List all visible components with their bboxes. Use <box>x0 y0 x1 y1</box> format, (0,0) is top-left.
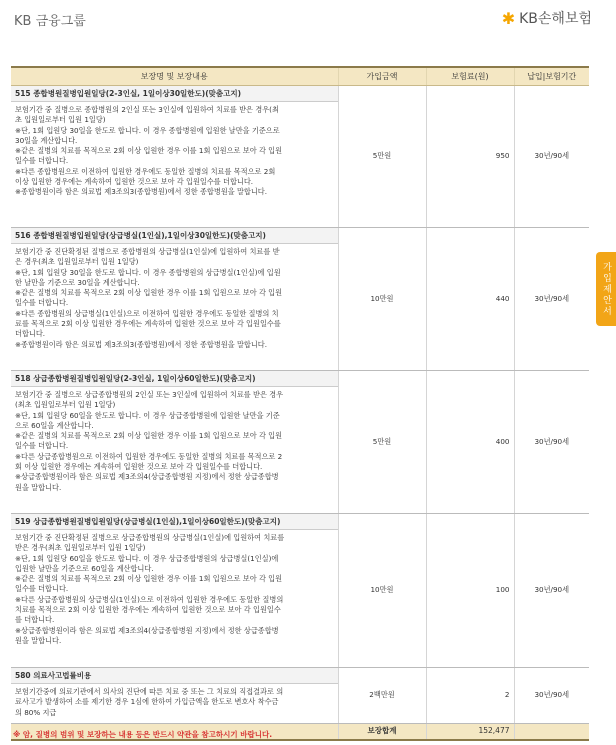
coverage-cell <box>11 86 338 228</box>
coverage-description: 보험기간 중 진단확정된 질병으로 종합병원의 상급병실(1인실)에 입원하여 치료를 받 은 경우(최초 입원일로부터 입원 1일당) ※단, 1회 입원당 30일을 한도로 합니다. 이 경우 종합병원의 상급병실(1인실)에 입원 한 날만을 기준으로 30일을 계산합니다. ※같은 질병의 치료를 목적으로 2회 이상 입원한 경우 이를 1회 입원으로 보아 각 입원 일수를 더합니다. ※다른 종합병원의 상급병실(1인실)으로 이전하여 입원한 경우에도 동일한 질병의 치 료를 목적으로 2회 이상 입원한 경우에는 계속하여 입원한 것으로 보아 각 입원일수를 더합니다. ※종합병원이라 함은 의료법 제3조의3(종합병원)에서 정한 종합병원을 말합니다. <box>15 247 283 349</box>
kb-insurance-logo <box>502 8 592 28</box>
total-value: 152,477 <box>426 724 514 741</box>
amount-cell: 2백만원 <box>338 668 426 724</box>
header-amount: 가입금액 <box>338 67 426 86</box>
coverage-description: 보험기간중에 의료기관에서 의사의 진단에 따른 치료 중 또는 그 치료의 직접결과로 의 료사고가 발생하여 소를 제기한 경우 1심에 한하여 가입금액을 한도로 변호사 착수금 의 80% 지급 <box>15 687 284 717</box>
period-cell: 30년/90세 <box>514 514 589 668</box>
coverage-cell <box>11 514 338 668</box>
premium-cell: 400 <box>426 371 514 514</box>
company-name: KB손해보험 <box>519 11 592 27</box>
kb-financial-group-logo: KB 금융그룹 <box>14 14 86 29</box>
coverage-title: 519 상급종합병원질병입원일당(상급병실(1인실),1일이상60일한도)(맞춤고지) <box>11 514 338 530</box>
coverage-description: 보험기간 중 질병으로 상급종합병원의 2인실 또는 3인실에 입원하여 치료를 받은 경우 (최초 입원일로부터 입원 1일당) ※단, 1회 입원당 60일을 한도로 합니다. 이 경우 상급종합병원에 입원한 날만을 기준 으로 60일을 계산합니다. ※같은 질병의 치료를 목적으로 2회 이상 입원한 경우 이를 1회 입원으로 보아 각 입원 일수를 더합니다. ※다른 상급종합병원으로 이전하여 입원한 경우에도 동일한 질병의 치료를 목적으로 2 회 이상 입원한 경우에는 계속하여 입원한 것으로 보아 각 입원일수를 더합니다. ※상급종합병원이라 함은 의료법 제3조의4(상급종합병원 지정)에서 정한 상급종합병 원을 말합니다. <box>15 390 284 492</box>
period-cell: 30년/90세 <box>514 668 589 724</box>
premium-cell: 950 <box>426 86 514 228</box>
coverage-title: 516 종합병원질병입원일당(상급병실(1인실),1일이상30일한도)(맞춤고지) <box>11 228 338 244</box>
kb-star-icon: ✱ <box>501 8 516 28</box>
period-cell: 30년/90세 <box>514 371 589 514</box>
period-cell: 30년/90세 <box>514 86 589 228</box>
table-row <box>11 668 589 724</box>
table-header-row <box>11 67 589 86</box>
header-premium: 보험료(원) <box>426 67 514 86</box>
coverage-title: 515 종합병원질병입원일당(2-3인실, 1일이상30일한도)(맞춤고지) <box>11 86 338 102</box>
coverage-title: 518 상급종합병원질병입원일당(2-3인실, 1일이상60일한도)(맞춤고지) <box>11 371 338 387</box>
coverage-description: 보험기간 중 질병으로 종합병원의 2인실 또는 3인실에 입원하여 치료를 받은 경우(최 초 입원일로부터 입원 1일당) ※단, 1회 입원당 30일을 한도로 합니다. 이 경우 종합병원에 입원한 날만을 기준으로 30일을 계산합니다. ※같은 질병의 치료를 목적으로 2회 이상 입원한 경우 이를 1회 입원으로 보아 각 입원 일수를 더합니다. ※다른 종합병원으로 이전하여 입원한 경우에도 동일한 질병의 치료를 목적으로 2회 이상 입원한 경우에는 계속하여 입원한 것으로 보아 각 입원일수를 더합니다. ※종합병원이라 함은 의료법 제3조의3(종합병원)에서 정한 종합병원을 말합니다. <box>15 105 283 197</box>
table-row <box>11 371 589 514</box>
coverage-cell <box>11 371 338 514</box>
premium-cell: 100 <box>426 514 514 668</box>
coverage-cell <box>11 668 338 724</box>
amount-cell: 10만원 <box>338 514 426 668</box>
coverage-title: 580 의료사고법률비용 <box>11 668 338 684</box>
total-label: 보장합계 <box>338 724 426 741</box>
proposal-side-tab[interactable]: 가입제안서 <box>596 252 616 326</box>
coverage-table <box>11 66 589 741</box>
table-row <box>11 86 589 228</box>
table-row <box>11 514 589 668</box>
amount-cell: 5만원 <box>338 86 426 228</box>
coverage-description: 보험기간 중 진단확정된 질병으로 상급종합병원의 상급병실(1인실)에 입원하여 치료를 받은 경우(최초 입원일로부터 입원 1일당) ※단, 1회 입원당 60일을 한도로 합니다. 이 경우 상급종합병원의 상급병실(1인실)에 입원한 날만을 기준으로 60일을 계산합니다. ※같은 질병의 치료를 목적으로 2회 이상 입원한 경우 이를 1회 입원으로 보아 각 입원 일수를 더합니다. ※다른 상급종합병원의 상급병실(1인실)으로 이전하여 입원한 경우에도 동일한 질병의 치료를 목적으로 2회 이상 입원한 경우에는 계속하여 입원한 것으로 보아 각 입원일수 를 더합니다. ※상급종합병원이라 함은 의료법 제3조의4(상급종합병원 지정)에서 정한 상급종합병 원을 말합니다. <box>15 533 285 645</box>
coverage-cell <box>11 228 338 371</box>
premium-cell: 440 <box>426 228 514 371</box>
header-name: 보장명 및 보장내용 <box>11 67 338 86</box>
table-row <box>11 228 589 371</box>
footnote: ※ 암, 질병의 범위 및 보장하는 내용 등은 반드시 약관을 참고하시기 바랍니다. <box>13 730 273 739</box>
premium-cell: 2 <box>426 668 514 724</box>
amount-cell: 5만원 <box>338 371 426 514</box>
header-period: 납입|보험기간 <box>514 67 589 86</box>
period-cell: 30년/90세 <box>514 228 589 371</box>
total-spacer-end <box>514 724 589 741</box>
amount-cell: 10만원 <box>338 228 426 371</box>
